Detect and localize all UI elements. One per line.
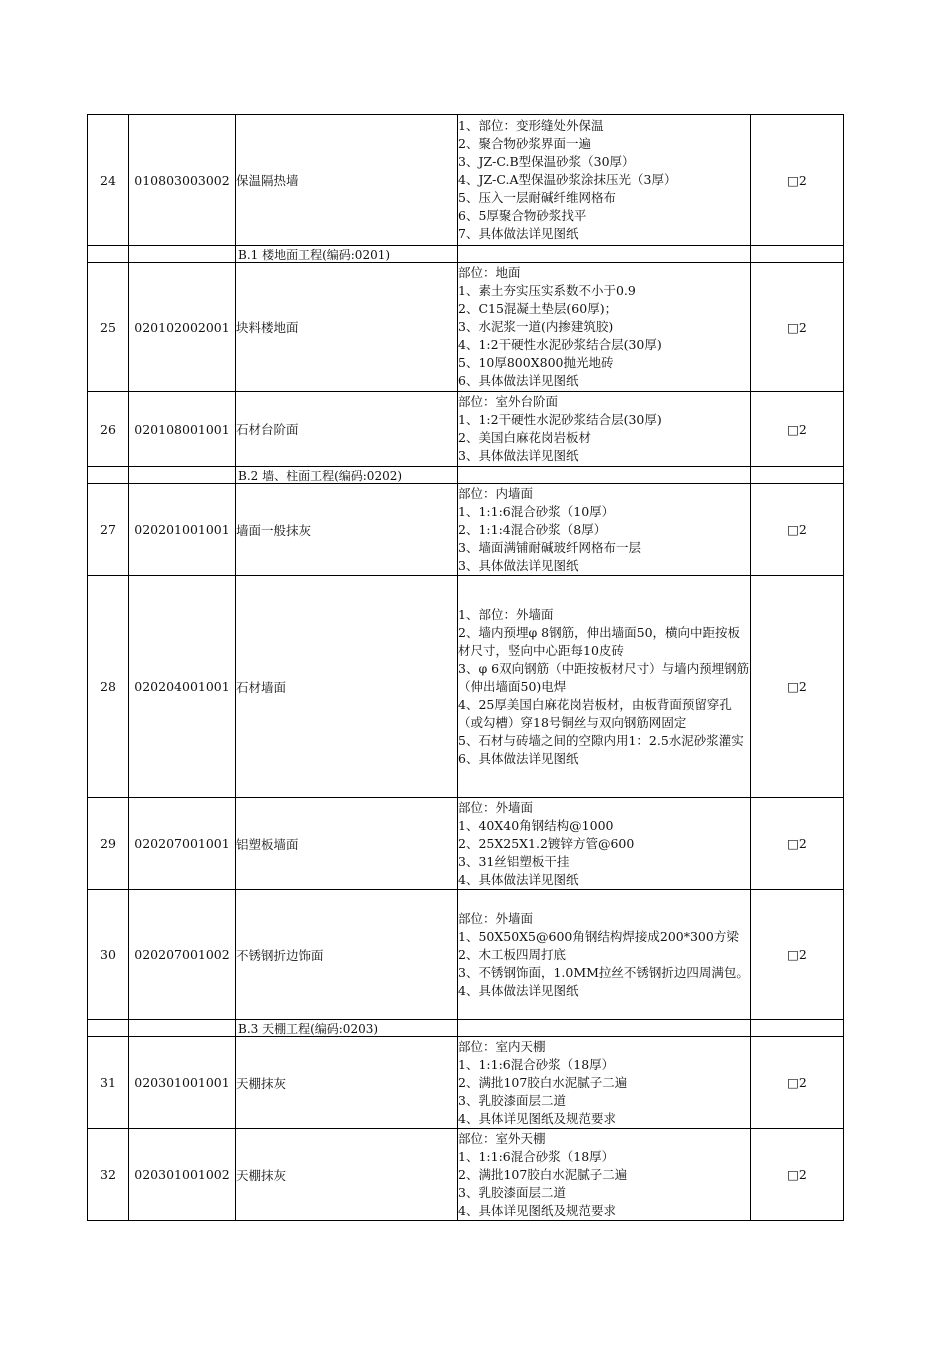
item-number: 27: [88, 484, 129, 576]
item-unit: □2: [751, 576, 844, 798]
section-title: B.2 墙、柱面工程(编码:0202): [236, 467, 458, 484]
description-line: 1、1:2干硬性水泥砂浆结合层(30厚): [458, 412, 662, 427]
description-line: 2、C15混凝土垫层(60厚)；: [458, 301, 618, 316]
description-line: 1、部位：外墙面: [458, 606, 554, 622]
description-line: 部位：室外台阶面: [458, 394, 559, 409]
item-description: [458, 263, 751, 392]
item-description: [458, 798, 751, 890]
item-unit: □2: [751, 392, 844, 467]
description-line: 2、木工板四周打底: [458, 946, 566, 962]
item-number: 28: [88, 576, 129, 798]
table-row: [88, 484, 844, 576]
description-line: 部位：内墙面: [458, 485, 534, 501]
description-line: 6、具体做法详见图纸: [458, 373, 579, 388]
table-row: [88, 1037, 844, 1129]
description-line: 4、具体做法详见图纸: [458, 871, 579, 887]
section-unit-cell: [751, 246, 844, 263]
description-line: 3、墙面满铺耐碱玻纤网格布一层: [458, 539, 641, 555]
description-line: 2、美国白麻花岗岩板材: [458, 430, 591, 445]
item-name: 块料楼地面: [236, 263, 458, 392]
item-description: [458, 576, 751, 798]
description-line: 1、50X50X5@600角钢结构焊接成200*300方梁: [458, 928, 739, 944]
section-code-cell: [129, 246, 236, 263]
item-number: 30: [88, 890, 129, 1020]
description-line: 5、石材与砖墙之间的空隙内用1：2.5水泥砂浆灌实: [458, 732, 744, 748]
table-row: [88, 392, 844, 467]
description-line: 1、素土夯实压实系数不小于0.9: [458, 283, 636, 298]
item-unit: □2: [751, 890, 844, 1020]
item-number: 32: [88, 1129, 129, 1221]
item-name: 不锈钢折边饰面: [236, 890, 458, 1020]
description-line: 1、1:1:6混合砂浆（10厚）: [458, 503, 615, 519]
description-line: 3、JZ-C.B型保温砂浆（30厚）: [458, 154, 635, 169]
description-line: 部位：室内天棚: [458, 1038, 546, 1054]
description-line: 4、具体详见图纸及规范要求: [458, 1110, 616, 1126]
item-number: 29: [88, 798, 129, 890]
description-line: 2、1:1:4混合砂浆（8厚）: [458, 521, 607, 537]
item-unit: □2: [751, 1037, 844, 1129]
description-line: 6、5厚聚合物砂浆找平: [458, 208, 587, 223]
section-no-cell: [88, 1020, 129, 1037]
description-line: 部位：室外天棚: [458, 1130, 546, 1146]
description-line: 6、具体做法详见图纸: [458, 750, 579, 766]
description-line: 3、乳胶漆面层二道: [458, 1092, 566, 1108]
description-line: 2、满批107胶白水泥腻子二遍: [458, 1074, 628, 1090]
item-description: [458, 392, 751, 467]
section-desc-cell: [458, 246, 751, 263]
section-no-cell: [88, 246, 129, 263]
section-no-cell: [88, 467, 129, 484]
item-unit: □2: [751, 263, 844, 392]
description-line: 2、25X25X1.2镀锌方管@600: [458, 835, 635, 851]
description-line: 4、具体做法详见图纸: [458, 982, 579, 998]
table-body: [88, 115, 844, 1221]
item-description: [458, 1037, 751, 1129]
section-desc-cell: [458, 467, 751, 484]
table-row: [88, 798, 844, 890]
section-header-row: [88, 1020, 844, 1037]
description-line: 1、部位：变形缝处外保温: [458, 118, 604, 133]
item-name: 保温隔热墙: [236, 115, 458, 246]
description-line: 7、具体做法详见图纸: [458, 226, 579, 241]
table-row: [88, 115, 844, 246]
section-desc-cell: [458, 1020, 751, 1037]
item-name: 天棚抹灰: [236, 1037, 458, 1129]
table-row: [88, 890, 844, 1020]
section-unit-cell: [751, 467, 844, 484]
description-line: 2、墙内预埋φ 8钢筋，伸出墙面50，横向中距按板材尺寸，竖向中心距每10皮砖: [458, 624, 741, 658]
item-code: 020301001002: [129, 1129, 236, 1221]
description-line: 3、具体做法详见图纸: [458, 448, 579, 463]
item-code: 020207001002: [129, 890, 236, 1020]
section-header-row: [88, 246, 844, 263]
description-line: 3、不锈钢饰面，1.0MM拉丝不锈钢折边四周满包。: [458, 964, 749, 980]
item-number: 25: [88, 263, 129, 392]
description-line: 4、1:2干硬性水泥砂浆结合层(30厚): [458, 337, 662, 352]
section-code-cell: [129, 467, 236, 484]
description-line: 部位：外墙面: [458, 799, 534, 815]
item-code: 020207001001: [129, 798, 236, 890]
description-line: 3、具体做法详见图纸: [458, 557, 579, 573]
section-code-cell: [129, 1020, 236, 1037]
description-line: 3、31丝铝塑板干挂: [458, 853, 570, 869]
item-code: 010803003002: [129, 115, 236, 246]
item-number: 26: [88, 392, 129, 467]
item-name: 墙面一般抹灰: [236, 484, 458, 576]
item-unit: □2: [751, 798, 844, 890]
item-name: 天棚抹灰: [236, 1129, 458, 1221]
item-unit: □2: [751, 115, 844, 246]
description-line: 3、水泥浆一道(内掺建筑胶): [458, 319, 614, 334]
section-unit-cell: [751, 1020, 844, 1037]
item-number: 24: [88, 115, 129, 246]
item-description: [458, 890, 751, 1020]
item-code: 020108001001: [129, 392, 236, 467]
description-line: 4、25厚美国白麻花岗岩板材，由板背面预留穿孔（或勾槽）穿18号铜丝与双向钢筋网固定: [458, 696, 732, 730]
description-line: 5、10厚800X800抛光地砖: [458, 355, 614, 370]
item-description: [458, 1129, 751, 1221]
description-line: 部位：地面: [458, 265, 521, 280]
item-number: 31: [88, 1037, 129, 1129]
description-line: 3、乳胶漆面层二道: [458, 1184, 566, 1200]
item-name: 铝塑板墙面: [236, 798, 458, 890]
table-row: [88, 1129, 844, 1221]
description-line: 1、1:1:6混合砂浆（18厚）: [458, 1148, 615, 1164]
item-code: 020201001001: [129, 484, 236, 576]
description-line: 5、压入一层耐碱纤维网格布: [458, 190, 616, 205]
section-title: B.1 楼地面工程(编码:0201): [236, 246, 458, 263]
item-code: 020102002001: [129, 263, 236, 392]
section-title: B.3 天棚工程(编码:0203): [236, 1020, 458, 1037]
table-row: [88, 263, 844, 392]
description-line: 2、满批107胶白水泥腻子二遍: [458, 1166, 628, 1182]
item-name: 石材台阶面: [236, 392, 458, 467]
item-unit: □2: [751, 484, 844, 576]
description-line: 4、具体详见图纸及规范要求: [458, 1202, 616, 1218]
description-line: 2、聚合物砂浆界面一遍: [458, 136, 591, 151]
description-line: 1、1:1:6混合砂浆（18厚）: [458, 1056, 615, 1072]
description-line: 部位：外墙面: [458, 910, 534, 926]
section-header-row: [88, 467, 844, 484]
item-unit: □2: [751, 1129, 844, 1221]
bill-of-quantities-table: [87, 114, 844, 1221]
item-description: [458, 115, 751, 246]
item-code: 020204001001: [129, 576, 236, 798]
description-line: 3、φ 6双向钢筋（中距按板材尺寸）与墙内预埋钢筋（伸出墙面50)电焊: [458, 660, 750, 694]
description-line: 1、40X40角钢结构@1000: [458, 817, 614, 833]
item-name: 石材墙面: [236, 576, 458, 798]
item-description: [458, 484, 751, 576]
description-line: 4、JZ-C.A型保温砂浆涂抹压光（3厚）: [458, 172, 677, 187]
item-code: 020301001001: [129, 1037, 236, 1129]
table-row: [88, 576, 844, 798]
